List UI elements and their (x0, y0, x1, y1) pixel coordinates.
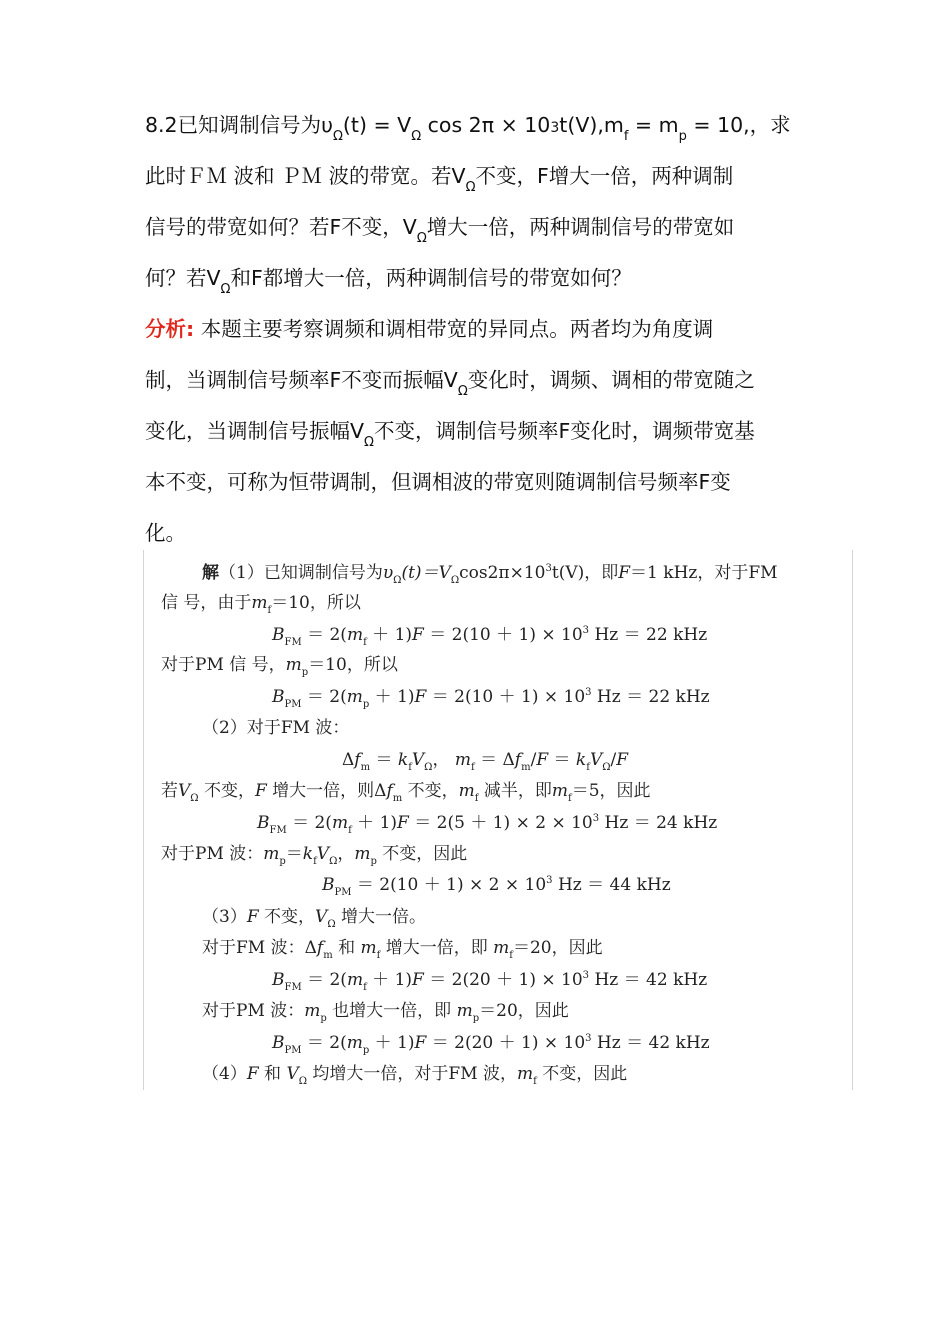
text: ＝10，所以 (308, 655, 398, 675)
subscript: f (363, 982, 367, 993)
text: m (346, 1033, 363, 1053)
solution-row-14 (272, 965, 708, 993)
text: ＋ 1) (366, 970, 413, 990)
subscript: Ω (364, 435, 374, 450)
text: = 10,，求 (686, 113, 791, 137)
text: B (322, 875, 335, 895)
subscript: FM (284, 637, 302, 648)
text: Hz ＝ 24 kHz (599, 813, 718, 833)
text: V (178, 781, 191, 801)
text: F (412, 625, 424, 645)
text: 不变， (258, 907, 316, 927)
text: 不变，调制信号频率F变化时，调频带宽基 (373, 419, 755, 443)
subscript: Ω (393, 575, 402, 586)
text: ＝1 kHz，对于FM (630, 563, 778, 583)
text: ＝ Δ (474, 750, 515, 770)
subscript: Ω (602, 762, 611, 773)
analysis-line-1 (145, 304, 815, 355)
superscript: 3 (592, 813, 600, 824)
subscript: Ω (457, 384, 468, 399)
subscript: f (586, 762, 590, 773)
text: （4） (202, 1064, 247, 1084)
question-line-4 (145, 253, 815, 304)
subscript: PM (334, 887, 352, 898)
subscript: Ω (332, 129, 343, 144)
text: m (551, 781, 569, 801)
text: m (346, 687, 363, 707)
text: ＝5，因此 (571, 781, 651, 801)
text: Hz ＝ 42 kHz (591, 1033, 710, 1053)
text: B (272, 970, 285, 990)
text: m (517, 1064, 534, 1084)
subscript: f (363, 637, 367, 648)
text: (t)＝V (401, 563, 451, 583)
text: υ (382, 563, 394, 583)
solution-row-7 (342, 745, 629, 773)
text: F (412, 970, 424, 990)
analysis-line-4 (145, 457, 815, 508)
text: B (257, 813, 270, 833)
subscript: Ω (327, 919, 336, 930)
text: ＝ (370, 750, 398, 770)
text: ＝20，因此 (512, 938, 603, 958)
text: 增大一倍，两种调制信号的带宽如 (426, 215, 735, 239)
text: F (536, 750, 549, 770)
solution-scan (143, 550, 853, 1090)
text: 不变， (402, 781, 459, 801)
text: 本题主要考察调频和调相带宽的异同点。两者均为角度调 (194, 317, 714, 341)
text: m (456, 1001, 473, 1021)
text: 对于PM 波： (202, 1001, 305, 1021)
text: 增大一倍。 (335, 907, 427, 927)
text: F (254, 781, 267, 801)
text: 增大一倍，即 (380, 938, 494, 958)
text: ＝ 2(10 ＋ 1) × 10 (423, 625, 583, 645)
text: ＝ (548, 750, 576, 770)
text: m (493, 938, 510, 958)
text: t(V)，即 (551, 563, 619, 583)
text: m (331, 813, 349, 833)
text: （3） (202, 907, 247, 927)
text: ＝10，所以 (271, 593, 361, 613)
analysis-line-3 (145, 406, 815, 457)
text: = m (628, 113, 679, 137)
analysis-line-2 (145, 355, 815, 406)
text: 解 (202, 563, 219, 583)
text: ＝ 2( (301, 970, 347, 990)
superscript: 3 (546, 875, 553, 886)
solution-row-16 (272, 1028, 710, 1056)
text: V (315, 907, 328, 927)
superscript: 3 (585, 1033, 592, 1044)
subscript: PM (284, 699, 302, 710)
solution-row-3 (272, 620, 708, 648)
solution-row-6 (202, 713, 349, 738)
text: ＝ 2(5 ＋ 1) × 2 × 10 (408, 813, 593, 833)
subscript: p (362, 699, 370, 710)
subscript: p (362, 1045, 370, 1056)
text: cos2π×10 (459, 563, 546, 583)
solution-row-9 (257, 808, 718, 836)
solution-row-13 (202, 933, 603, 961)
text: ＋ 1) (369, 687, 415, 707)
solution-row-8 (161, 776, 651, 804)
text: 增大一倍，则Δ (266, 781, 387, 801)
text: ， (337, 844, 355, 864)
solution-row-5 (272, 682, 710, 710)
text: Hz ＝ 22 kHz (591, 687, 710, 707)
subscript: Ω (416, 231, 427, 246)
text: ＝ 2( (286, 813, 332, 833)
text: 减半，即 (478, 781, 552, 801)
text: F (616, 750, 629, 770)
subscript: p (678, 129, 687, 144)
text: 变化时，调频、调相的带宽随之 (467, 368, 755, 392)
subscript: m (323, 950, 333, 961)
subscript: f (267, 605, 272, 616)
text: F (618, 563, 631, 583)
subscript: f (474, 793, 479, 804)
text: 对于FM 波：Δ (202, 938, 317, 958)
subscript: f (471, 762, 475, 773)
subscript: f (408, 762, 412, 773)
text: V (411, 750, 425, 770)
subscript: Ω (465, 180, 476, 195)
text: 此时ＦＭ 波和 ＰＭ 波的带宽。若V (145, 164, 466, 188)
solution-row-17 (202, 1059, 628, 1087)
text: m (360, 938, 377, 958)
text: m (346, 970, 364, 990)
question-line-3 (145, 202, 815, 253)
subscript: FM (284, 982, 302, 993)
solution-row-4 (161, 650, 398, 678)
subscript: p (472, 1013, 480, 1024)
superscript: 3 (582, 625, 590, 636)
subscript: f (376, 950, 381, 961)
question-line-2 (145, 151, 815, 202)
subscript: Ω (220, 282, 231, 297)
text: ＝ 2(20 ＋ 1) × 10 (423, 970, 583, 990)
text: f (386, 781, 393, 801)
text: ＝ 2( (301, 1033, 347, 1053)
text: ＋ 1) (366, 625, 413, 645)
text: Hz ＝ 22 kHz (589, 625, 708, 645)
superscript: 3 (585, 687, 592, 698)
text: 制，当调制信号频率F不变而振幅V (145, 368, 458, 392)
text: 若 (161, 781, 178, 801)
text: V (316, 844, 330, 864)
text: 对于PM 波： (161, 844, 264, 864)
text: 也增大一倍，即 (326, 1001, 457, 1021)
solution-row-10 (161, 839, 468, 867)
text: t(V),m (559, 113, 624, 137)
text: / (530, 750, 537, 770)
text: Hz ＝ 42 kHz (589, 970, 708, 990)
subscript: Ω (190, 793, 199, 804)
subscript: Ω (424, 762, 433, 773)
text: （1）已知调制信号为 (219, 563, 383, 583)
text: ＋ 1) (369, 1033, 415, 1053)
solution-row-2 (161, 588, 361, 616)
subscript: m (521, 762, 531, 773)
text: k (575, 750, 587, 770)
superscript: 3 (545, 563, 552, 574)
subscript: f (533, 1076, 537, 1087)
text: B (272, 1033, 285, 1053)
text: F (414, 687, 427, 707)
text: Hz ＝ 44 kHz (552, 875, 671, 895)
text: ， (432, 750, 455, 770)
subscript: Ω (329, 856, 338, 867)
solution-row-15 (202, 996, 569, 1024)
text: V (286, 1064, 299, 1084)
text: ＝ 2(20 ＋ 1) × 10 (426, 1033, 586, 1053)
text: 3 (550, 120, 560, 136)
text: m (263, 844, 280, 864)
text: 均增大一倍，对于FM 波， (307, 1064, 518, 1084)
question-number: 8.2 (145, 113, 178, 137)
text: m (304, 1001, 321, 1021)
subscript: f (568, 793, 572, 804)
text: ＋ 1) (351, 813, 398, 833)
text: m (285, 655, 302, 675)
text: ＝20，因此 (479, 1001, 569, 1021)
text: f (316, 938, 324, 958)
text: m (346, 625, 364, 645)
text: 和F都增大一倍，两种调制信号的带宽如何？ (230, 266, 632, 290)
text: B (272, 625, 285, 645)
subscript: Ω (298, 1076, 308, 1087)
subscript: p (320, 1013, 327, 1024)
subscript: FM (269, 825, 287, 836)
text: 不变，因此 (536, 1064, 628, 1084)
subscript: m (360, 762, 371, 773)
text: m (251, 593, 268, 613)
text: F (246, 1064, 259, 1084)
text: k (397, 750, 409, 770)
text: / (610, 750, 617, 770)
text: F (414, 1033, 427, 1053)
text: 对于PM 信 号， (161, 655, 286, 675)
text: 信 号，由于 (161, 593, 252, 613)
text: (t) = V (342, 113, 412, 137)
text: f (354, 750, 361, 770)
subscript: p (370, 856, 377, 867)
text: Δ (342, 750, 355, 770)
text: F (397, 813, 409, 833)
text: cos 2π × 10 (421, 113, 551, 137)
text: 已知调制信号为υ (177, 113, 333, 137)
text: 信号的带宽如何？若F不变，V (145, 215, 417, 239)
subscript: p (301, 667, 309, 678)
text: V (589, 750, 603, 770)
text: k (302, 844, 314, 864)
text: m (458, 781, 475, 801)
subscript: PM (284, 1045, 302, 1056)
subscript: Ω (411, 129, 422, 144)
text: B (272, 687, 285, 707)
superscript: 3 (582, 970, 590, 981)
text: ＝ 2(10 ＋ 1) × 10 (426, 687, 586, 707)
subscript: p (279, 856, 286, 867)
subscript: f (348, 825, 352, 836)
subscript: m (392, 793, 403, 804)
text: ＝ (285, 844, 303, 864)
text: ＝ 2(10 ＋ 1) × 2 × 10 (351, 875, 547, 895)
text: ＝ 2( (301, 625, 347, 645)
question-block (145, 100, 815, 559)
text: 不变，因此 (376, 844, 468, 864)
text: m (454, 750, 471, 770)
text: 本不变，可称为恒带调制，但调相波的带宽则随调制信号频率F变 (145, 470, 731, 494)
text: 不变， (198, 781, 255, 801)
text: 何？若V (145, 266, 221, 290)
text: F (246, 907, 259, 927)
analysis-label: 分析: (145, 317, 195, 341)
text: ＝ 2( (301, 687, 347, 707)
subscript: Ω (450, 575, 460, 586)
solution-row-1 (202, 558, 778, 586)
text: 不变，F增大一倍，两种调制 (475, 164, 734, 188)
text: （2）对于FM 波： (202, 718, 350, 738)
text: 和 (258, 1064, 287, 1084)
text: 变化，当调制信号振幅V (145, 419, 365, 443)
question-line-1 (145, 100, 815, 151)
subscript: f (509, 950, 513, 961)
text: 和 (332, 938, 361, 958)
text: f (514, 750, 522, 770)
solution-row-11 (322, 870, 671, 898)
text: 化。 (145, 521, 186, 545)
subscript: f (313, 856, 317, 867)
subscript: f (623, 129, 629, 144)
solution-row-12 (202, 902, 427, 930)
text: m (354, 844, 371, 864)
